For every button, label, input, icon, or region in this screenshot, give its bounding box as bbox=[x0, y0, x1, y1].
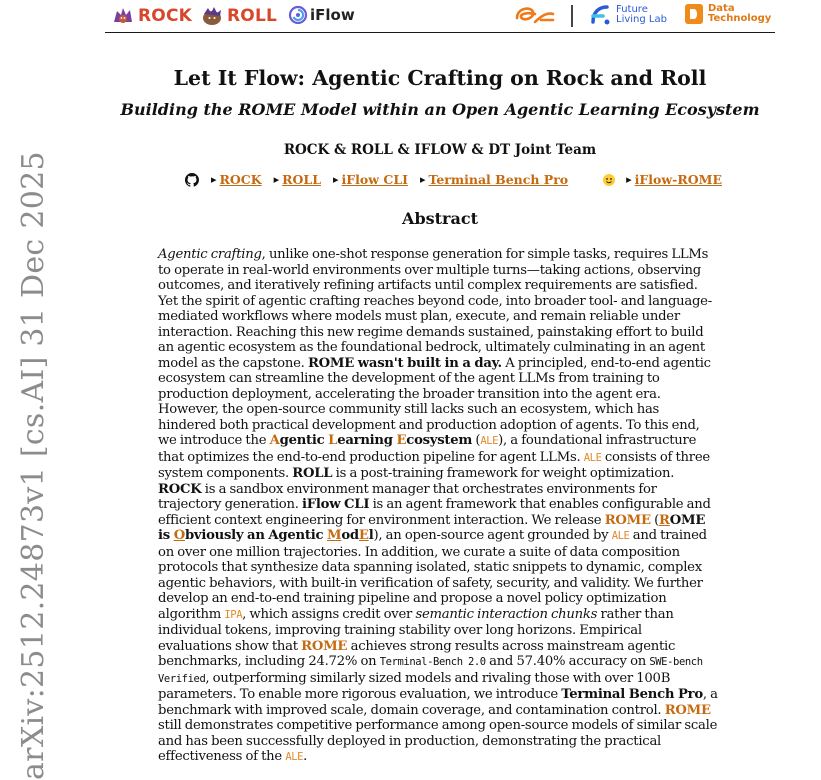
dt-line-2: Technology bbox=[708, 13, 772, 24]
fll-line-1: Future bbox=[616, 4, 648, 15]
abstract-text: Agentic crafting bbox=[158, 247, 262, 262]
future-living-lab-logo bbox=[587, 2, 667, 28]
paper-title: Let It Flow: Agentic Crafting on Rock and Roll bbox=[173, 66, 707, 90]
abstract-text: and trained on over one million trajectories. In addition, we curate a suite of data composition protocols that synthesize data spanning isolated, static snippets to dynamic, complex agentic behaviors, with built-in verification of safety, security, and validity. We further develop an end-to-end training pipeline and propose a novel policy optimization algorithm bbox=[158, 528, 707, 622]
chevron-right-icon: ▸ bbox=[626, 173, 632, 186]
rock-name: ROCK bbox=[158, 481, 202, 497]
terminal-bench-name: Terminal-Bench 2.0 bbox=[379, 656, 486, 668]
rock-logo-text: ROCK bbox=[138, 6, 192, 26]
rome-initial: E bbox=[358, 528, 369, 543]
iflow-logo bbox=[288, 5, 355, 25]
abstract-heading: Abstract bbox=[402, 209, 478, 228]
resource-links bbox=[185, 172, 734, 187]
rome-initial: R bbox=[659, 512, 670, 528]
roll-logo bbox=[200, 4, 277, 28]
abstract-text: , a benchmark with improved scale, domain coverage, and contamination control. bbox=[158, 687, 718, 718]
rome-expansion-part: OME is bbox=[158, 512, 706, 543]
rome-expansion-part: l bbox=[368, 528, 374, 543]
abstract-text: . bbox=[303, 749, 308, 764]
ale-initial: L bbox=[328, 433, 338, 448]
iflow-cli-name: iFlow CLI bbox=[302, 497, 370, 512]
ale-initial: E bbox=[396, 433, 407, 448]
ale-name-part: cosystem bbox=[406, 433, 473, 448]
dt-line-1: Data bbox=[708, 3, 735, 14]
abstract-text: consists of three system components. bbox=[158, 449, 710, 481]
rome-name: ROME bbox=[604, 512, 651, 528]
abstract-text: is a post-training framework for weight optimization. bbox=[332, 466, 675, 481]
abstract-text: still demonstrates competitive performance among open-source models of similar scale and has been successfully deployed in production, demonstrating the practical effectiveness of the bbox=[158, 718, 718, 764]
rome-name: ROME bbox=[301, 638, 348, 654]
rock-logo bbox=[111, 4, 192, 28]
link-iflow-rome[interactable]: iFlow-ROME bbox=[634, 172, 722, 187]
future-living-lab-icon bbox=[587, 2, 613, 28]
abstract-text: A principled, end-to-end agentic ecosystem can streamline the development of the agent LLMs from training to production deployment, accelerating the broader transition into the agent era. However, the open-source community still lacks such an ecosystem, which has hindered both practical development and production adoption of agents. To this end, we introduce the bbox=[158, 355, 711, 448]
huggingface-icon bbox=[602, 173, 616, 187]
author-line: ROCK & ROLL & IFLOW & DT Joint Team bbox=[283, 142, 597, 158]
ale-acronym: ALE bbox=[480, 435, 499, 447]
alibaba-logo bbox=[513, 2, 557, 28]
ipa-acronym: IPA bbox=[224, 608, 243, 621]
abstract-text: achieves strong results across mainstream agentic benchmarks, including 24.72% on bbox=[158, 638, 676, 669]
abstract-text: , outperforming similarly sized models and rivaling those with over 100B parameters. To enable more rigorous evaluation, we introduce bbox=[158, 670, 671, 702]
rome-initial: O bbox=[173, 528, 185, 543]
rome-expansion-part: od bbox=[341, 528, 359, 543]
github-icon bbox=[185, 173, 199, 187]
abstract-text: , unlike one-shot response generation for simple tasks, requires LLMs to operate in real-world environments over multiple turns—taking actions, observing outcomes, and iteratively refining artifacts until complex requirements are satisfied. Yet the spirit of agentic crafting reaches beyond code, into broader tool- and language-mediated workflows where models must plan, execute, and remain reliable under interaction. Reaching this new regime demands sustained, painstaking effort to build an agentic ecosystem as the foundational bedrock, ultimately culminating in an agent model as the capstone. bbox=[158, 247, 712, 371]
arxiv-identifier: arXiv:2512.24873v1 [cs.AI] 31 Dec 2025 bbox=[16, 151, 51, 780]
roll-name: ROLL bbox=[292, 466, 333, 481]
roll-mascot-icon bbox=[200, 4, 224, 28]
abstract-text: , which assigns credit over bbox=[242, 606, 416, 622]
ale-initial: A bbox=[269, 433, 280, 448]
terminal-bench-pro-name: Terminal Bench Pro bbox=[561, 687, 703, 702]
rome-name: ROME bbox=[664, 702, 711, 718]
link-terminal-bench-pro[interactable]: Terminal Bench Pro bbox=[428, 172, 569, 187]
abstract-text: and 57.40% accuracy on bbox=[485, 654, 650, 669]
ale-name-part: earning bbox=[337, 433, 397, 448]
abstract-text: rather than individual tokens, improving training stability over long horizons. Empirical evaluations show that bbox=[158, 606, 674, 654]
abstract-body: Agentic crafting, unlike one-shot response generation for simple tasks, requires LLMs to operate in real-world environments over multiple turns—taking actions, observing outcomes, and iteratively refining artifacts until complex requirements are satisfied. Yet the spirit of agentic crafting reaches beyond code, into broader tool- and language-mediated workflows where models must plan, execute, and remain reliable under interaction. Reaching this new regime demands sustained, painstaking effort to build an agentic ecosystem as the foundational bedrock, ultimately culminating in an agent model as the capstone. ROME wasn't built in a day. A principled, end-to-end agentic ecosystem can streamline the development of the agent LLMs from training to production deployment, accelerating the broader transition into the agent era. However, the open-source community still lacks such an ecosystem, which has hindered both practical development and production adoption of agents. To this end, we introduce the Agentic Learning Ecosystem (ALE), a foundational infrastructure that optimizes the end-to-end production pipeline for agent LLMs. ALE consists of three system components. ROLL is a post-training framework for weight optimization. ROCK is a sandbox environment manager that orchestrates environments for trajectory generation. iFlow CLI is an agent framework that enables configurable and efficient context engineering for environment interaction. We release ROME (ROME is Obviously an Agentic ModEl), an open-source agent grounded by ALE and trained on over one million trajectories. In addition, we curate a suite of data composition protocols that synthesize data spanning isolated, static snippets to dynamic, complex agentic behaviors, with built-in verification of safety, security, and validity. We further develop an end-to-end training pipeline and propose a novel policy optimization algorithm IPA, which assigns credit over semantic interaction chunks rather than individual tokens, improving training stability over long horizons. Empirical evaluations show that ROME achieves strong results across mainstream agentic benchmarks, including 24.72% on Terminal-Bench 2.0 and 57.40% accuracy on SWE-bench Verified, outperforming similarly sized models and rivaling those with over 100B parameters. To enable more rigorous evaluation, we introduce Terminal Bench Pro, a benchmark with improved scale, domain coverage, and contamination control. ROME still demonstrates competitive performance among open-source models of similar scale and has been successfully deployed in production, demonstrating the practical effectiveness of the ALE. bbox=[158, 247, 718, 764]
swe-bench-name: SWE-bench Verified bbox=[158, 656, 703, 685]
rome-initial: M bbox=[326, 528, 342, 543]
iflow-logo-text: iFlow bbox=[310, 6, 355, 24]
abstract-text: is a sandbox environment manager that orchestrates environments for trajectory generation. bbox=[158, 481, 657, 512]
abstract-italic: semantic interaction chunks bbox=[415, 606, 598, 622]
link-rock[interactable]: ROCK bbox=[219, 172, 262, 187]
abstract-text: ), an open-source agent grounded by bbox=[373, 528, 612, 543]
ale-name-part: gentic bbox=[279, 433, 329, 448]
rock-mascot-icon bbox=[111, 4, 135, 28]
logo-divider bbox=[571, 5, 573, 27]
abstract-text: is an agent framework that enables configurable and efficient context engineering for environment interaction. We release bbox=[158, 497, 711, 528]
chevron-right-icon: ▸ bbox=[211, 173, 217, 186]
rome-expansion-part: bviously an Agentic bbox=[184, 528, 327, 543]
ale-acronym: ALE bbox=[611, 530, 630, 542]
chevron-right-icon: ▸ bbox=[273, 173, 280, 186]
abstract-text: ), a foundational infrastructure that optimizes the end-to-end production pipeline for agent LLMs. bbox=[158, 433, 697, 465]
ale-acronym: ALE bbox=[285, 751, 304, 763]
chevron-right-icon: ▸ bbox=[333, 173, 339, 186]
fll-line-2: Living Lab bbox=[616, 14, 667, 25]
ale-acronym: ALE bbox=[583, 451, 602, 464]
roll-logo-text: ROLL bbox=[227, 6, 278, 26]
abstract-emphasis: ROME wasn't built in a day. bbox=[307, 355, 502, 371]
paper-subtitle: Building the ROME Model within an Open Agentic Learning Ecosystem bbox=[120, 100, 760, 119]
link-iflow-cli[interactable]: iFlow CLI bbox=[341, 172, 408, 187]
data-technology-icon bbox=[683, 2, 705, 26]
data-technology-logo bbox=[683, 2, 771, 26]
chevron-right-icon: ▸ bbox=[419, 173, 426, 186]
alibaba-logo-icon bbox=[513, 2, 557, 28]
link-roll[interactable]: ROLL bbox=[282, 172, 322, 187]
iflow-spiral-icon bbox=[288, 5, 308, 25]
header-logo-bar bbox=[105, 0, 775, 33]
